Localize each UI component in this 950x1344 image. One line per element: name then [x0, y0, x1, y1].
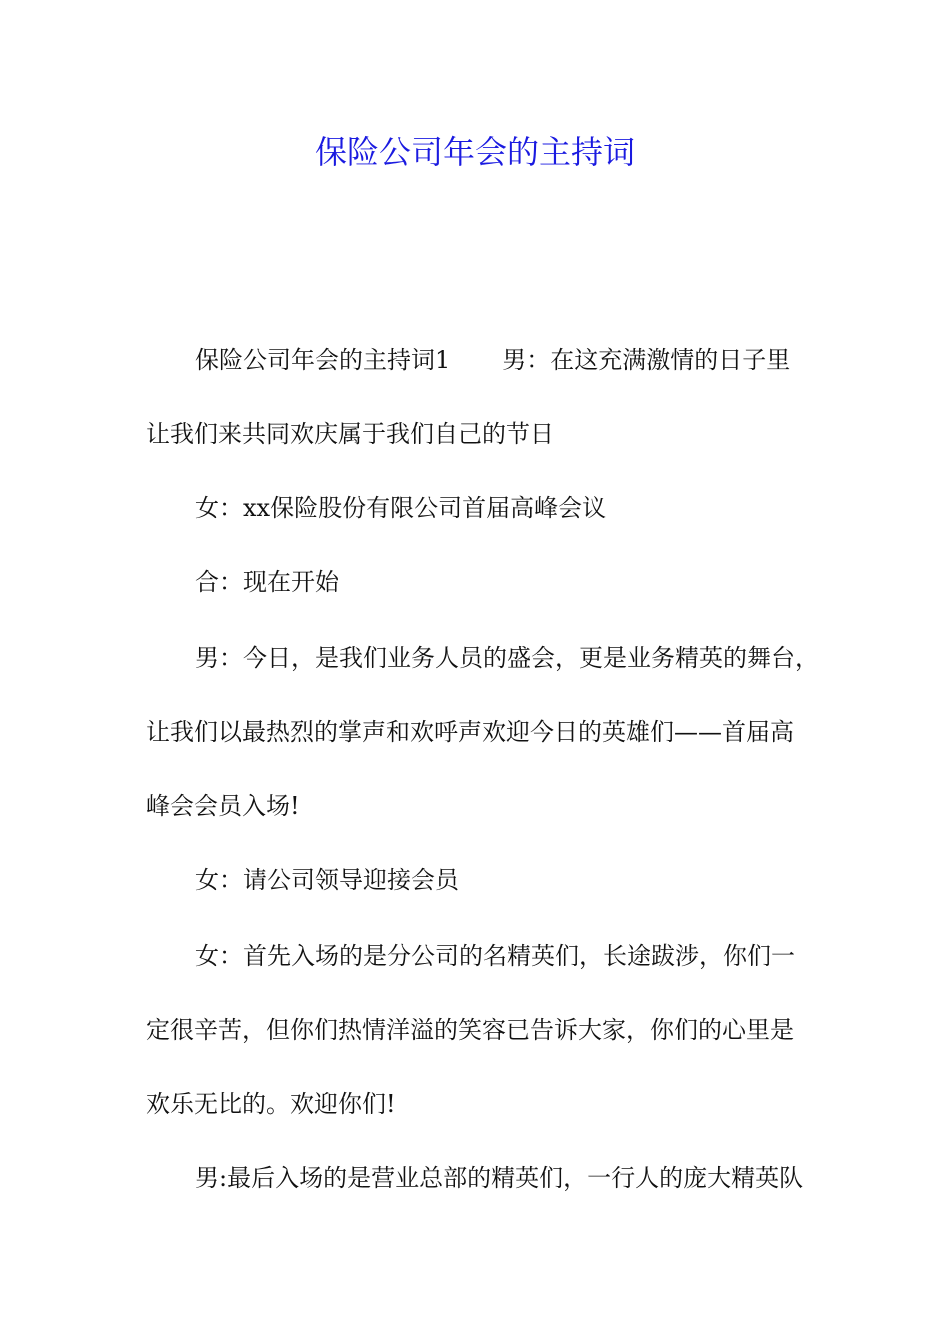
paragraph-line: 让我们来共同欢庆属于我们自己的节日: [146, 420, 554, 448]
paragraph-line: 女：请公司领导迎接会员: [195, 866, 459, 894]
paragraph-line: 合：现在开始: [195, 568, 339, 596]
document-title: 保险公司年会的主持词: [314, 133, 635, 171]
dialogue-text: 男：在这充满激情的日子里: [502, 346, 791, 374]
paragraph-line: 男:最后入场的是营业总部的精英们，一行人的庞大精英队: [195, 1164, 804, 1192]
paragraph-line: 让我们以最热烈的掌声和欢呼声欢迎今日的英雄们——首届高: [146, 718, 794, 746]
paragraph-line: 定很辛苦，但你们热情洋溢的笑容已告诉大家，你们的心里是: [146, 1016, 794, 1044]
paragraph-line: 女：首先入场的是分公司的名精英们，长途跋涉，你们一: [195, 942, 795, 970]
paragraph-line: [195, 340, 790, 380]
paragraph-line: 欢乐无比的。欢迎你们!: [146, 1090, 396, 1118]
paragraph-line: 男：今日，是我们业务人员的盛会，更是业务精英的舞台，: [195, 644, 819, 672]
section-heading: 保险公司年会的主持词1: [195, 346, 451, 374]
paragraph-line: 女：xx保险股份有限公司首届高峰会议: [195, 494, 607, 522]
paragraph-line: 峰会会员入场!: [146, 792, 300, 820]
